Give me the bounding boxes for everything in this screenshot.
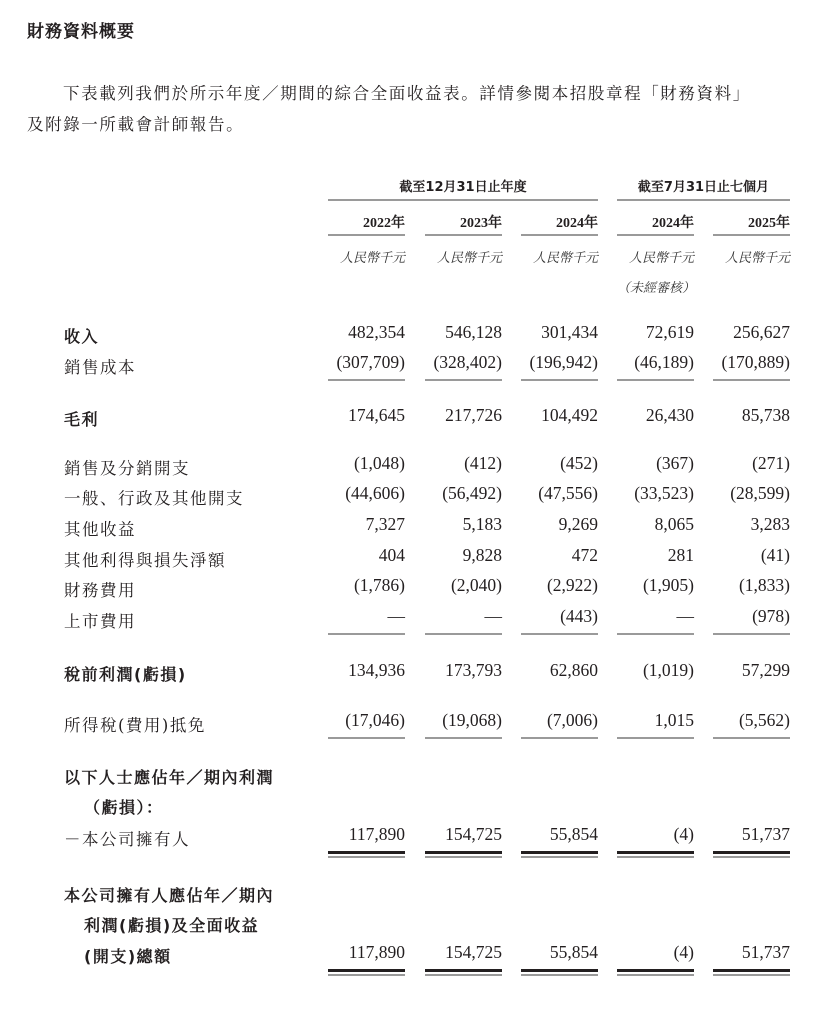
double-underline <box>425 851 502 858</box>
unit-label: 人民幣千元 <box>628 251 694 266</box>
single-underline <box>713 633 790 635</box>
cell-value: (443) <box>560 606 598 626</box>
cell-value: 62,860 <box>549 660 598 680</box>
cell-value: (41) <box>760 545 790 565</box>
cell-value: 546,128 <box>445 322 502 342</box>
cell-value: (33,523) <box>634 483 694 503</box>
cell-value: (271) <box>752 453 790 473</box>
row-label: 收入 <box>64 327 100 346</box>
unaudited-note: （未經審核） <box>617 281 696 296</box>
cell-value: 51,737 <box>741 942 790 962</box>
cell-value: (978) <box>752 606 790 626</box>
cell-value: (28,599) <box>730 483 790 503</box>
cell-value: 85,738 <box>741 405 790 425</box>
row-label-continued: (開支)總額 <box>84 947 172 966</box>
cell-value: 5,183 <box>462 514 502 534</box>
row-label: 所得稅(費用)抵免 <box>64 716 206 735</box>
cell-value: (328,402) <box>433 352 502 372</box>
cell-value: 256,627 <box>733 322 790 342</box>
cell-value: 7,327 <box>365 514 405 534</box>
cell-value: (56,492) <box>442 483 502 503</box>
cell-value: 55,854 <box>549 942 598 962</box>
single-underline <box>521 737 598 739</box>
cell-value: (170,889) <box>721 352 790 372</box>
cell-value: 404 <box>378 545 405 565</box>
double-underline <box>713 969 790 976</box>
double-underline <box>521 851 598 858</box>
row-label: 其他收益 <box>64 520 136 539</box>
cell-value: 3,283 <box>750 514 790 534</box>
cell-value: (1,786) <box>353 575 405 595</box>
intro-paragraph <box>27 78 817 140</box>
cell-value: (2,040) <box>450 575 502 595</box>
cell-value: 134,936 <box>348 660 405 680</box>
cell-value: 26,430 <box>645 405 694 425</box>
cell-value: (196,942) <box>529 352 598 372</box>
single-underline <box>328 379 405 381</box>
cell-value: (44,606) <box>345 483 405 503</box>
cell-value: (47,556) <box>538 483 598 503</box>
double-underline <box>713 851 790 858</box>
year-header: 2023年 <box>425 212 502 236</box>
section-heading: 財務資料概要 <box>27 22 135 42</box>
intro-line-1: 下表載列我們於所示年度／期間的綜合全面收益表。詳情參閱本招股章程「財務資料」 <box>63 84 751 103</box>
cell-value: 104,492 <box>541 405 598 425</box>
cell-value: — <box>484 606 502 626</box>
row-label: 上市費用 <box>64 612 136 631</box>
single-underline <box>521 379 598 381</box>
double-underline <box>328 969 405 976</box>
row-label: 財務費用 <box>64 581 136 600</box>
cell-value: 9,269 <box>558 514 598 534</box>
cell-value: (1,019) <box>642 660 694 680</box>
single-underline <box>617 633 694 635</box>
cell-value: — <box>676 606 694 626</box>
row-label: 銷售成本 <box>64 358 136 377</box>
group-header-year: 截至12月31日止年度 <box>328 176 598 201</box>
cell-value: 8,065 <box>654 514 694 534</box>
cell-value: 9,828 <box>462 545 502 565</box>
single-underline <box>713 379 790 381</box>
intro-line-2: 及附錄一所載會計師報告。 <box>27 115 245 134</box>
cell-value: (2,922) <box>546 575 598 595</box>
cell-value: 217,726 <box>445 405 502 425</box>
cell-value: 1,015 <box>654 710 694 730</box>
year-header: 2022年 <box>328 212 405 236</box>
double-underline <box>617 969 694 976</box>
unit-label: 人民幣千元 <box>339 251 405 266</box>
row-label: 銷售及分銷開支 <box>64 459 190 478</box>
row-label: 以下人士應佔年／期內利潤 <box>64 768 275 787</box>
row-label-continued: （虧損）： <box>84 798 164 817</box>
cell-value: (5,562) <box>738 710 790 730</box>
group-header-seven-months: 截至7月31日止七個月 <box>617 176 790 201</box>
cell-value: 301,434 <box>541 322 598 342</box>
cell-value: 57,299 <box>741 660 790 680</box>
cell-value: 72,619 <box>645 322 694 342</box>
single-underline <box>617 379 694 381</box>
cell-value: (307,709) <box>336 352 405 372</box>
cell-value: 55,854 <box>549 824 598 844</box>
cell-value: 117,890 <box>348 824 405 844</box>
row-label: 其他利得與損失淨額 <box>64 551 226 570</box>
double-underline <box>425 969 502 976</box>
cell-value: (17,046) <box>345 710 405 730</box>
cell-value: (1,833) <box>738 575 790 595</box>
single-underline <box>425 633 502 635</box>
cell-value: (367) <box>656 453 694 473</box>
cell-value: 117,890 <box>348 942 405 962</box>
cell-value: (1,905) <box>642 575 694 595</box>
row-label: 毛利 <box>64 410 100 429</box>
cell-value: — <box>387 606 405 626</box>
row-label: －本公司擁有人 <box>64 830 190 849</box>
row-label: 稅前利潤(虧損) <box>64 665 187 684</box>
single-underline <box>425 737 502 739</box>
cell-value: 482,354 <box>348 322 405 342</box>
year-header: 2024年 <box>521 212 598 236</box>
cell-value: (452) <box>560 453 598 473</box>
cell-value: (46,189) <box>634 352 694 372</box>
row-label: 本公司擁有人應佔年／期內 <box>64 886 275 905</box>
cell-value: (7,006) <box>546 710 598 730</box>
cell-value: 173,793 <box>445 660 502 680</box>
row-label: 一般、行政及其他開支 <box>64 489 244 508</box>
single-underline <box>617 737 694 739</box>
cell-value: (1,048) <box>353 453 405 473</box>
single-underline <box>425 379 502 381</box>
cell-value: (4) <box>673 942 694 962</box>
single-underline <box>328 737 405 739</box>
cell-value: (412) <box>464 453 502 473</box>
double-underline <box>521 969 598 976</box>
unit-label: 人民幣千元 <box>436 251 502 266</box>
double-underline <box>328 851 405 858</box>
cell-value: 472 <box>571 545 598 565</box>
unit-label: 人民幣千元 <box>724 251 790 266</box>
cell-value: 281 <box>667 545 694 565</box>
cell-value: 154,725 <box>445 824 502 844</box>
cell-value: 174,645 <box>348 405 405 425</box>
cell-value: (19,068) <box>442 710 502 730</box>
single-underline <box>521 633 598 635</box>
row-label-continued: 利潤(虧損)及全面收益 <box>84 916 260 935</box>
cell-value: (4) <box>673 824 694 844</box>
cell-value: 51,737 <box>741 824 790 844</box>
double-underline <box>617 851 694 858</box>
cell-value: 154,725 <box>445 942 502 962</box>
single-underline <box>328 633 405 635</box>
year-header: 2025年 <box>713 212 790 236</box>
year-header: 2024年 <box>617 212 694 236</box>
single-underline <box>713 737 790 739</box>
unit-label: 人民幣千元 <box>532 251 598 266</box>
